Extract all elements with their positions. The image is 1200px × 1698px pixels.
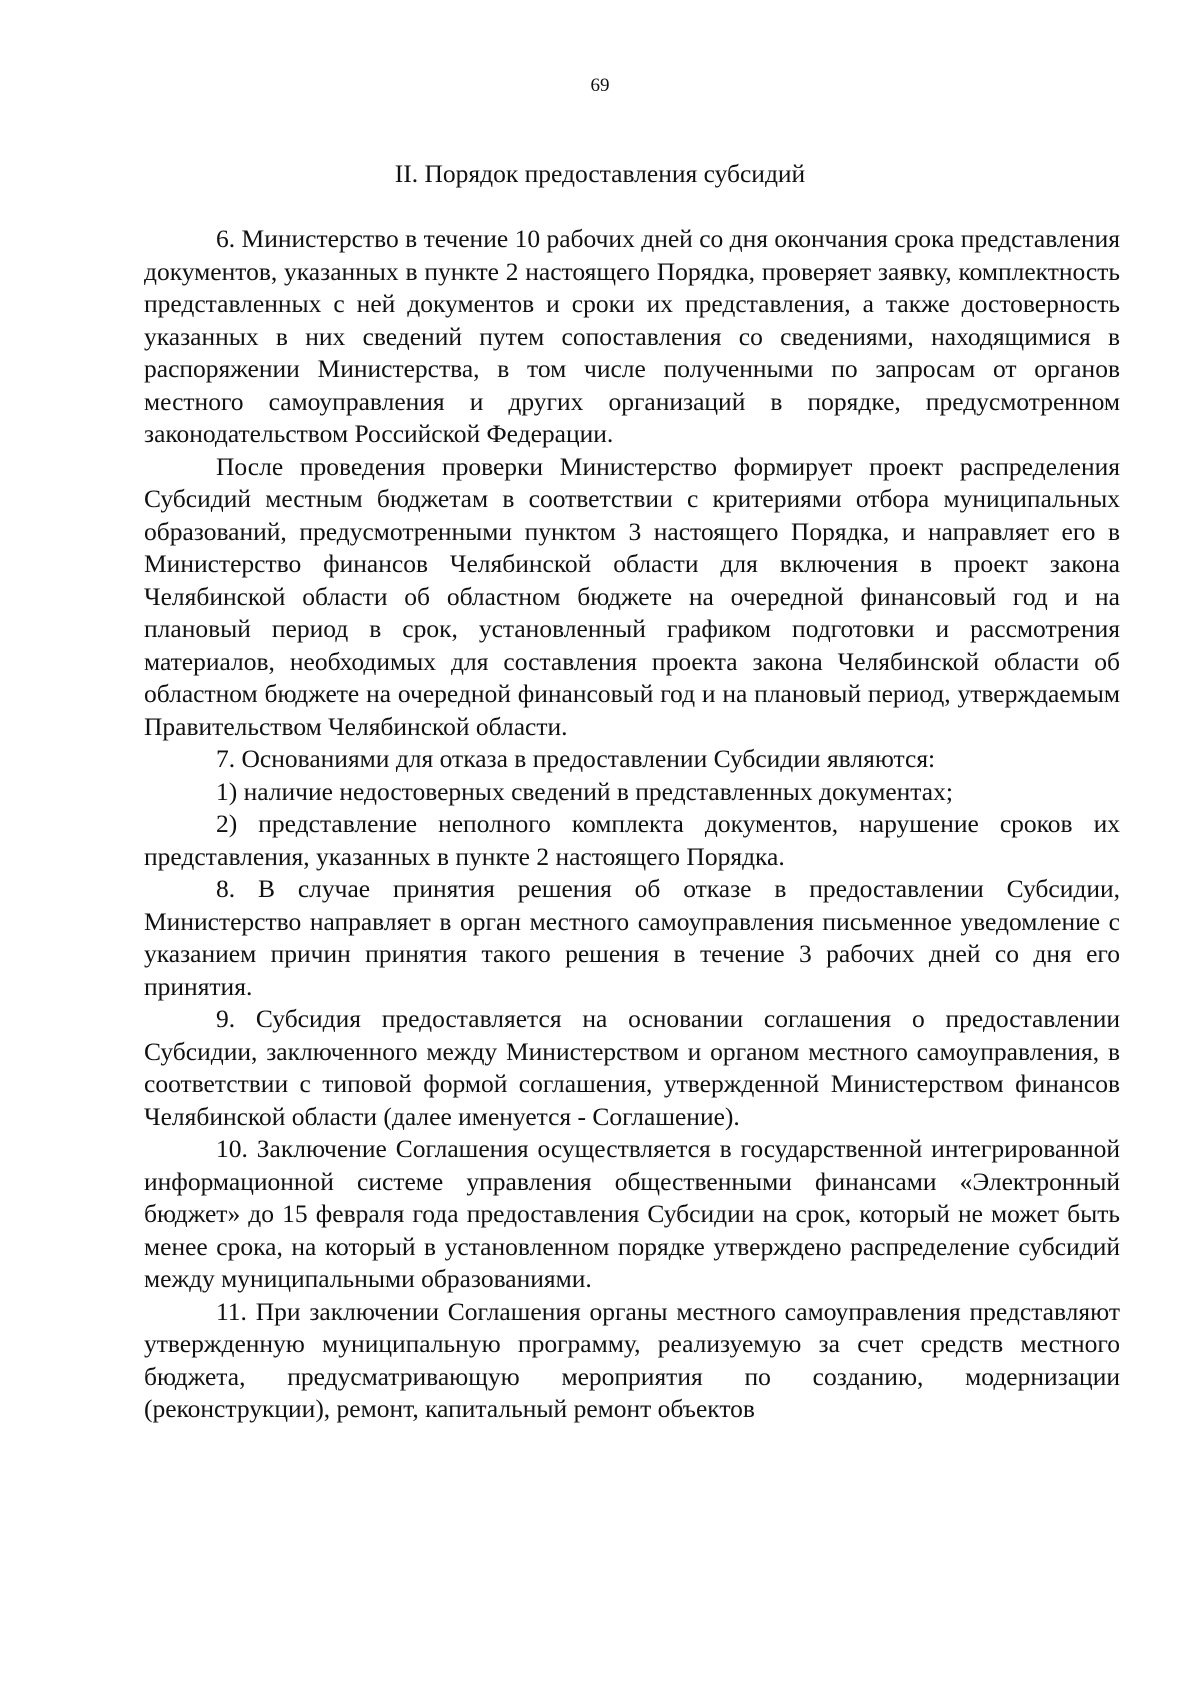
paragraph-10: 10. Заключение Соглашения осуществляется в государственной интегрированной информационной системе управления общественными финансами «Электронный бюджет» до 15 февраля года предоставления Субсидии на срок, который не может быть менее срока, на который в установленном порядке утверждено распределение субсидий между муниципальными образованиями. bbox=[144, 1134, 1120, 1293]
document-body bbox=[144, 223, 1120, 1426]
paragraph-7: 7. Основаниями для отказа в предоставлении Субсидии являются: bbox=[216, 744, 936, 773]
section-title: II. Порядок предоставления субсидий bbox=[394, 159, 806, 188]
paragraph-7-item-1: 1) наличие недостоверных сведений в представленных документах; bbox=[216, 776, 953, 806]
page-number: 69 bbox=[590, 75, 610, 96]
paragraph-11: 11. При заключении Соглашения органы местного самоуправления представляют утвержденную муниципальную программу, реализуемую за счет средств местного бюджета, предусматривающую мероприятия по созданию, модернизации (реконструкции), ремонт, капитальный ремонт объектов bbox=[144, 1296, 1120, 1423]
paragraph-6-continued: После проведения проверки Министерство формирует проект распределения Субсидий местным бюджетам в соответствии с критериями отбора муниципальных образований, предусмотренными пунктом 3 настоящего Порядка, и направляет его в Министерство финансов Челябинской области для включения в проект закона Челябинской области об областном бюджете на очередной финансовый год и на плановый период в срок, установленный графиком подготовки и рассмотрения материалов, необходимых для составления проекта закона Челябинской области об областном бюджете на очередной финансовый год и на плановый период, утверждаемым Правительством Челябинской области. bbox=[144, 451, 1120, 741]
paragraph-9: 9. Субсидия предоставляется на основании соглашения о предоставлении Субсидии, заключенного между Министерством и органом местного самоуправления, в соответствии с типовой формой соглашения, утвержденной Министерством финансов Челябинской области (далее именуется - Соглашение). bbox=[144, 1004, 1120, 1131]
paragraph-6: 6. Министерство в течение 10 рабочих дней со дня окончания срока представления документов, указанных в пункте 2 настоящего Порядка, проверяет заявку, комплектность представленных с ней документов и сроки их представления, а также достоверность указанных в них сведений путем сопоставления со сведениями, находящимися в распоряжении Министерства, в том числе полученными по запросам от органов местного самоуправления и других организаций в порядке, предусмотренном законодательством Российской Федерации. bbox=[144, 224, 1120, 448]
paragraph-8: 8. В случае принятия решения об отказе в предоставлении Субсидии, Министерство направляет в орган местного самоуправления письменное уведомление с указанием причин принятия такого решения в течение 3 рабочих дней со дня его принятия. bbox=[144, 874, 1120, 1001]
paragraph-7-item-2: 2) представление неполного комплекта документов, нарушение сроков их представления, указанных в пункте 2 настоящего Порядка. bbox=[144, 809, 1120, 871]
